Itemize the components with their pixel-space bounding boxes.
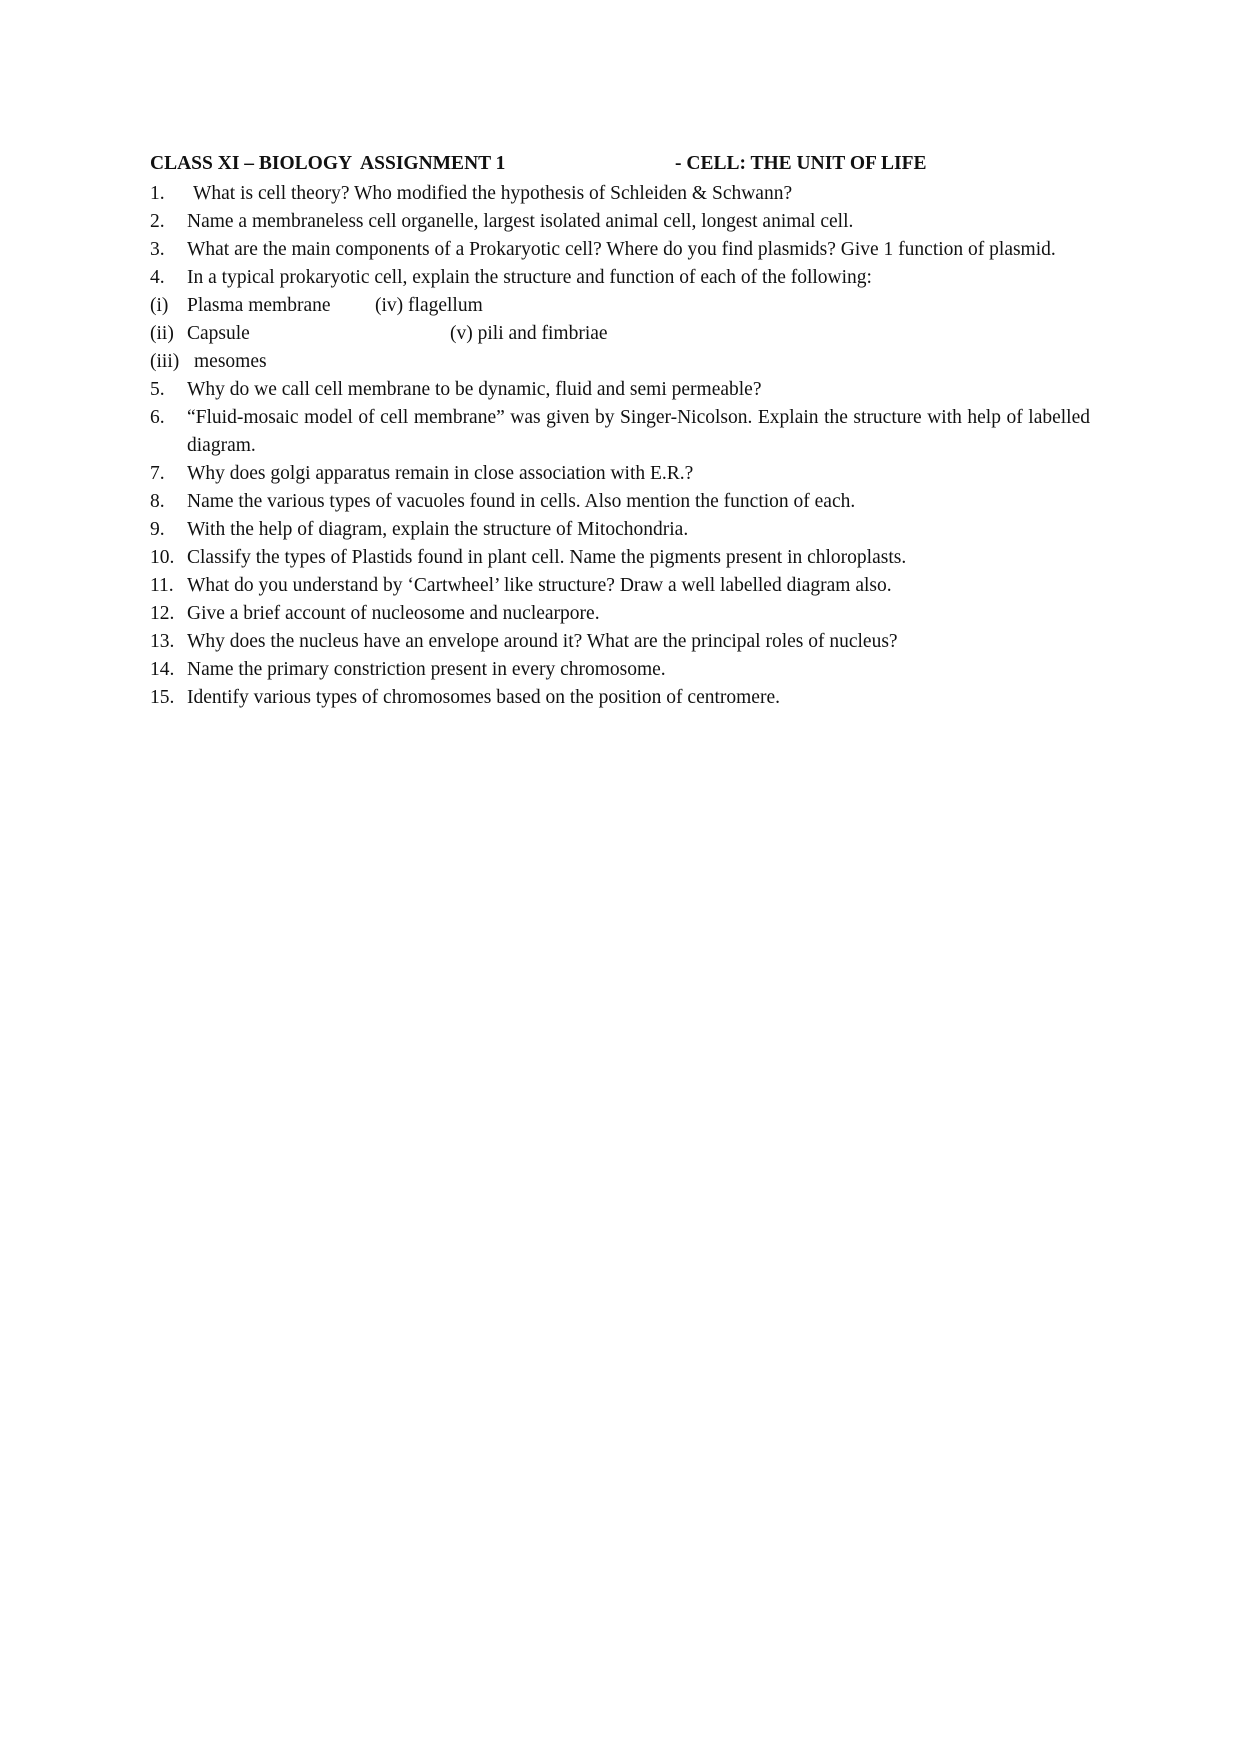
question-3: [150, 236, 1090, 264]
question-text: Name the primary constriction present in every chromosome.: [187, 659, 666, 680]
question-number: 15.: [150, 687, 175, 708]
question-13: [150, 628, 1090, 656]
sub-item-numeral: (iii): [150, 351, 180, 372]
header-chapter-title: - CELL: THE UNIT OF LIFE: [675, 153, 927, 174]
question-12: [150, 600, 1090, 628]
question-text: What is cell theory? Who modified the hypothesis of Schleiden & Schwann?: [193, 183, 793, 204]
question-text: “Fluid-mosaic model of cell membrane” was given by Singer-Nicolson. Explain the structure with help of labelled diagram.: [187, 407, 1090, 456]
assignment-page: [150, 150, 1090, 712]
sub-item-row-2: [150, 320, 1090, 348]
question-text: With the help of diagram, explain the structure of Mitochondria.: [187, 519, 689, 540]
question-number: 9.: [150, 519, 165, 540]
question-text: Why does golgi apparatus remain in close association with E.R.?: [187, 463, 694, 484]
sub-item-right: (iv) flagellum: [375, 295, 483, 316]
question-2: [150, 208, 1090, 236]
question-number: 12.: [150, 603, 175, 624]
sub-item-left: Plasma membrane: [187, 295, 331, 316]
question-number: 5.: [150, 379, 165, 400]
question-number: 2.: [150, 211, 165, 232]
question-1: [150, 180, 1090, 208]
sub-item-numeral: (ii): [150, 323, 174, 344]
question-5: [150, 376, 1090, 404]
question-14: [150, 656, 1090, 684]
question-number: 4.: [150, 267, 165, 288]
question-text: Classify the types of Plastids found in plant cell. Name the pigments present in chloroplasts.: [187, 547, 907, 568]
question-8: [150, 488, 1090, 516]
question-number: 1.: [150, 183, 165, 204]
assignment-header: [150, 150, 1090, 178]
question-6: [150, 404, 1090, 460]
sub-item-row-3: [150, 348, 1090, 376]
question-text: What are the main components of a Prokaryotic cell? Where do you find plasmids? Give 1 function of plasmid.: [187, 239, 1056, 260]
question-number: 14.: [150, 659, 175, 680]
question-4: [150, 264, 1090, 292]
question-text: Give a brief account of nucleosome and nuclearpore.: [187, 603, 600, 624]
question-text: Why do we call cell membrane to be dynamic, fluid and semi permeable?: [187, 379, 762, 400]
question-10: [150, 544, 1090, 572]
question-number: 8.: [150, 491, 165, 512]
question-number: 10.: [150, 547, 175, 568]
sub-item-row-1: [150, 292, 1090, 320]
sub-item-left: Capsule: [187, 323, 250, 344]
question-11: [150, 572, 1090, 600]
question-text: Name a membraneless cell organelle, largest isolated animal cell, longest animal cell.: [187, 211, 854, 232]
question-number: 13.: [150, 631, 175, 652]
question-text: In a typical prokaryotic cell, explain the structure and function of each of the following:: [187, 267, 872, 288]
question-text: What do you understand by ‘Cartwheel’ like structure? Draw a well labelled diagram also.: [187, 575, 892, 596]
question-number: 7.: [150, 463, 165, 484]
question-number: 3.: [150, 239, 165, 260]
question-text: Why does the nucleus have an envelope around it? What are the principal roles of nucleus?: [187, 631, 898, 652]
sub-item-right: (v) pili and fimbriae: [450, 323, 608, 344]
question-15: [150, 684, 1090, 712]
question-text: Name the various types of vacuoles found in cells. Also mention the function of each.: [187, 491, 856, 512]
question-number: 6.: [150, 407, 165, 428]
question-text: Identify various types of chromosomes based on the position of centromere.: [187, 687, 780, 708]
header-class-title: CLASS XI – BIOLOGY ASSIGNMENT 1: [150, 153, 506, 174]
question-number: 11.: [150, 575, 174, 596]
sub-item-numeral: (i): [150, 295, 169, 316]
question-9: [150, 516, 1090, 544]
sub-item-left: mesomes: [194, 351, 267, 372]
question-7: [150, 460, 1090, 488]
